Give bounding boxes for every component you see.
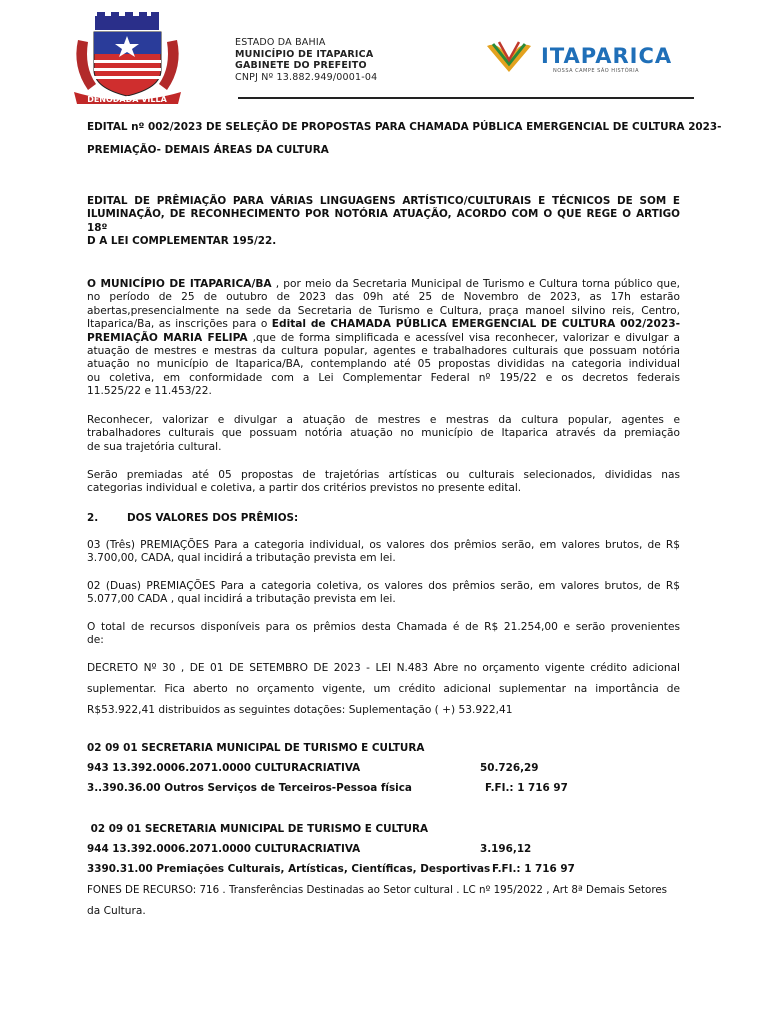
section-heading <box>87 512 98 525</box>
budget2-element-source: F.FI.: 1 716 97 <box>492 863 575 875</box>
budget2-secretaria: 02 09 01 SECRETARIA MUNICIPAL DE TURISMO E CULTURA <box>87 823 429 835</box>
budget1-secretaria: 02 09 01 SECRETARIA MUNICIPAL DE TURISMO E CULTURA <box>87 742 425 754</box>
edital-subtitle: EDITAL DE PRÊMIAÇÃO PARA VÁRIAS LINGUAGENS ARTÍSTICO/CULTURAIS E TÉCNICOS DE SOM E ILUMINAÇÃO, DE RECONHECIMENTO POR NOTÓRIA ATUAÇÃO, ACORDO COM O QUE REGE O ARTIGO 18º D A LEI COMPLEMENTAR 195/22. <box>87 195 680 248</box>
prize-collective: 02 (Duas) PREMIAÇÕES Para a categoria coletiva, os valores dos prêmios serão, em valores brutos, de R$ 5.077,00 CADA , qual incidirá a tributação prevista em lei. <box>87 580 680 606</box>
section-title: DOS VALORES DOS PRÊMIOS: <box>127 512 299 524</box>
edital-title-line2: PREMIAÇÃO- DEMAIS ÁREAS DA CULTURA <box>87 144 329 156</box>
itaparica-logo <box>483 38 673 76</box>
municipality-lead: O MUNICÍPIO DE ITAPARICA/BA <box>87 278 272 290</box>
intro-paragraph: O MUNICÍPIO DE ITAPARICA/BA , por meio da Secretaria Municipal de Turismo e Cultura torna público que, no período de 25 de outubro de 2023 das 09h até 25 de Novembro de 2023, as 17h estarão abertas,presencialmente na sede da Secretaria de Turismo e Cultura, praça manoel silvino reis, Centro, Itaparica/Ba, as inscrições para o Edital de CHAMADA PÚBLICA EMERGENCIAL DE CULTURA 002/2023- PREMIAÇÃO MARIA FELIPA ,que de forma simplificada e acessível visa reconhecer, valorizar e divulgar a atuação de mestres e mestras da cultura popular, agentes e trabalhadores culturais que possuam notória atuação no município de Itaparica/BA, contemplando até 05 propostas divididas na categoria individual ou coletiva, em conformidade com a Lei Complementar Federal nº 195/22 e os decretos federais 11.525/22 e 11.453/22. <box>87 278 680 398</box>
header-rule <box>238 97 694 99</box>
state-name: ESTADO DA BAHIA <box>235 37 326 48</box>
decree-paragraph: DECRETO Nº 30 , DE 01 DE SETEMBRO DE 2023 - LEI N.483 Abre no orçamento vigente crédito adicional suplementar. Fica aberto no orçamento vigente, um crédito adicional suplementar na importância de R$53.922,41 distribuidos as seguintes dotações: Suplementação ( +) 53.922,41 <box>87 662 680 716</box>
header-text-block <box>235 37 377 83</box>
office-name: GABINETE DO PREFEITO <box>235 60 367 71</box>
coat-of-arms <box>70 12 185 104</box>
svg-text:DENODADA VILLA: DENODADA VILLA <box>87 95 167 104</box>
selection-paragraph: Serão premiadas até 05 propostas de trajetórias artísticas ou culturais selecionados, divididas nas categorias individual e coletiva, a partir dos critérios previstos no presente edital. <box>87 469 680 495</box>
objective-paragraph: Reconhecer, valorizar e divulgar a atuação de mestres e mestras da cultura popular, agentes e trabalhadores culturais que possuam notória atuação no município de Itaparica através da premiação de sua trajetória cultural. <box>87 414 680 453</box>
resource-sources: FONES DE RECURSO: 716 . Transferências Destinadas ao Setor cultural . LC nº 195/2022 , Art 8ª Demais Setores da Cultura. <box>87 884 668 917</box>
budget1-program: 943 13.392.0006.2071.0000 CULTURACRIATIVA <box>87 762 361 774</box>
municipality-name: MUNICÍPIO DE ITAPARICA <box>235 48 374 60</box>
section-number: 2. <box>87 512 99 524</box>
total-resources: O total de recursos disponíveis para os prêmios desta Chamada é de R$ 21.254,00 e serão provenientes de: <box>87 621 680 647</box>
budget1-element-source: F.FI.: 1 716 97 <box>485 782 568 794</box>
budget2-element: 3390.31.00 Premiações Culturais, Artísticas, Científicas, Desportivas <box>87 863 491 875</box>
prize-individual: 03 (Três) PREMIAÇÕES Para a categoria individual, os valores dos prêmios serão, em valores brutos, de R$ 3.700,00, CADA, qual incidirá a tributação prevista em lei. <box>87 539 680 565</box>
svg-text:NOSSA CAMPE SÃO HISTÓRIA: NOSSA CAMPE SÃO HISTÓRIA <box>553 68 640 74</box>
edital-title-line1: EDITAL nº 002/2023 DE SELEÇÃO DE PROPOSTAS PARA CHAMADA PÚBLICA EMERGENCIAL DE CULTURA 2023- <box>87 121 722 133</box>
budget1-program-value: 50.726,29 <box>480 762 539 774</box>
cnpj: CNPJ Nº 13.882.949/0001-04 <box>235 71 378 83</box>
budget2-program: 944 13.392.0006.2071.0000 CULTURACRIATIVA <box>87 843 361 855</box>
budget2-program-value: 3.196,12 <box>480 843 532 855</box>
award-name: PREMIAÇÃO MARIA FELIPA <box>87 331 248 344</box>
budget1-element: 3..390.36.00 Outros Serviços de Terceiros-Pessoa física <box>87 782 412 794</box>
svg-text:ITAPARICA: ITAPARICA <box>541 44 673 68</box>
